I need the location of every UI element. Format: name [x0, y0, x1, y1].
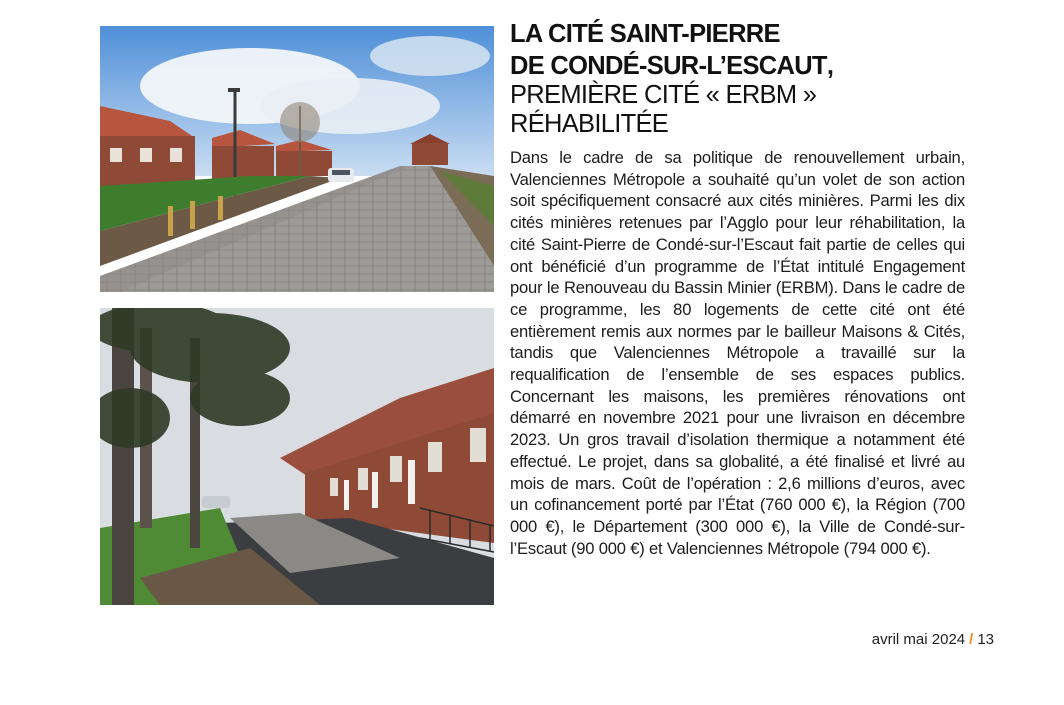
issue-date: avril mai 2024	[871, 631, 966, 648]
headline-line-3: PREMIÈRE CITÉ « ERBM » RÉHABILITÉE	[510, 81, 817, 138]
street-photo-illustration	[100, 26, 494, 292]
page-footer	[872, 631, 994, 648]
headline-line-2: DE CONDÉ-SUR-L’ESCAUT	[510, 52, 827, 80]
headline-comma: ,	[826, 52, 834, 80]
row-houses-photo-illustration	[100, 308, 494, 605]
article-body: Dans le cadre de sa politique de renouvellement urbain, Valenciennes Métropole a souhaité qu’un volet de son action soit spécifiquement consacré aux cités minières. Parmi les dix cités minières retenues par l’Agglo pour leur réhabilitation, la cité Saint-Pierre de Condé-sur-l’Escaut fait partie de celles qui ont bénéficié d’un programme de l’État intitulé Engagement pour le Renouveau du Bassin Minier (ERBM). Dans le cadre de ce programme, les 80 logements de cette cité ont été entièrement remis aux normes par le bailleur Maisons & Cités, tandis que Valenciennes Métropole a travaillé sur la requalification de l’ensemble de ses espaces publics. Concernant les maisons, les premières rénovations ont démarré en novembre 2021 pour une livraison en décembre 2023. Un gros travail d’isolation thermique a notamment été effectué. Le projet, dans sa globalité, a été finalisé et livré au mois de mars. Coût de l’opération : 2,6 millions d’euros, avec un cofinancement porté par l’État (760 000 €), la Région (700 000 €), le Département (300 000 €), la Ville de Condé-sur-l’Escaut (90 000 €) et Valenciennes Métropole (794 000 €).	[510, 148, 965, 558]
headline-line-1: LA CITÉ SAINT-PIERRE	[510, 20, 780, 48]
headline-line-2-wrapper	[510, 45, 834, 81]
headline	[510, 20, 965, 139]
article	[510, 20, 965, 559]
footer-separator: /	[969, 631, 974, 648]
row-houses-photo	[100, 308, 494, 605]
page-number: 13	[977, 631, 994, 648]
street-photo	[100, 26, 494, 292]
